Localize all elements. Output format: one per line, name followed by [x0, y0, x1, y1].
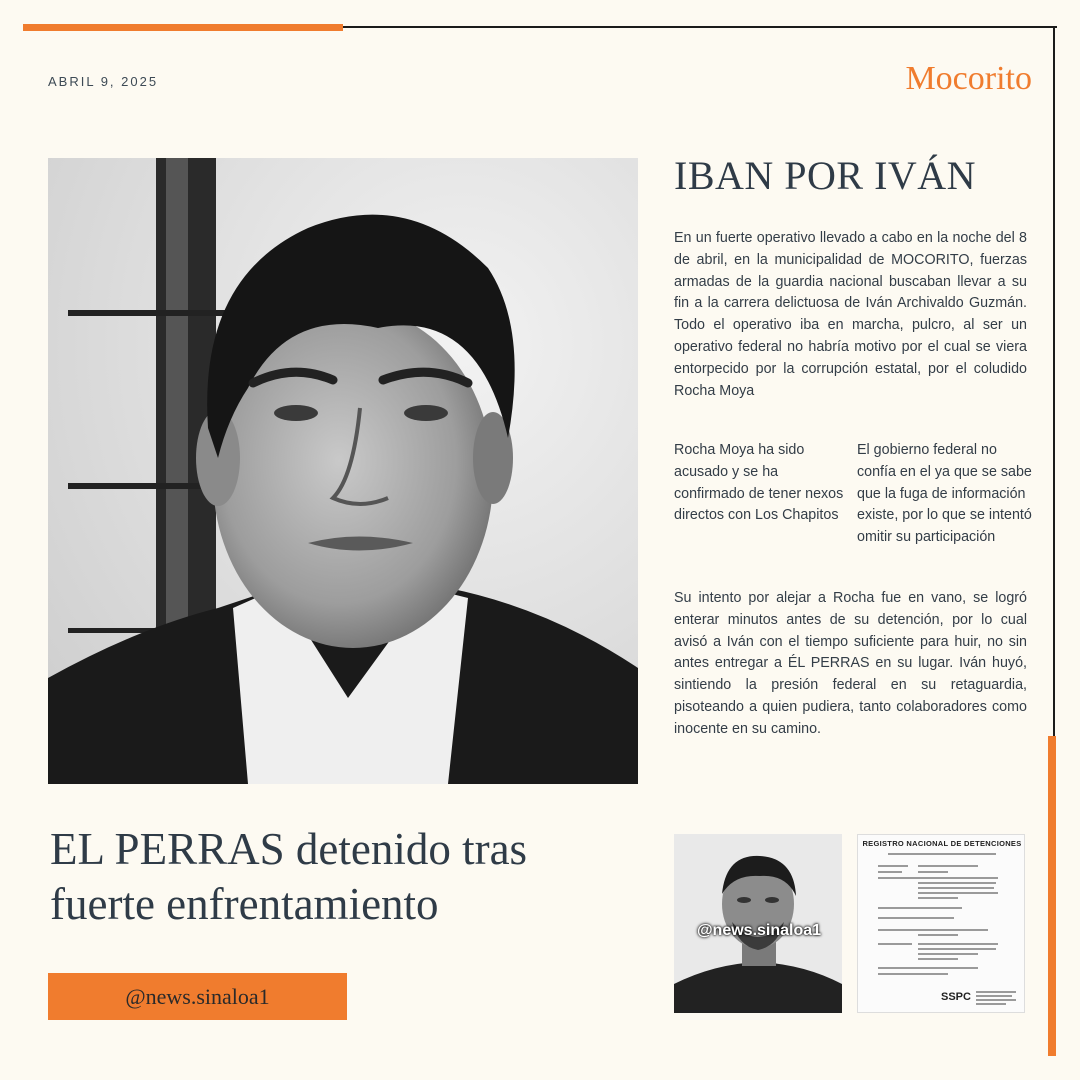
article-paragraph-closing: Su intento por alejar a Rocha fue en vano, se logró enterar minutos antes de su detención, por lo cual avisó a Iván con el tiempo suficiente para huir, no sin antes entregar a ÉL PERRAS en su lugar. Iván huyó, sintiendo la presión federal en su retaguardia, pisoteando a quien pudiera, tanto colaboradores como inocente en su camino.: [674, 590, 1027, 737]
right-orange-bar: [1048, 736, 1056, 1056]
article-location: Mocorito: [905, 60, 1032, 97]
document-text-lines: [858, 835, 1025, 1013]
photo-watermark: @news.sinaloa1: [696, 922, 822, 939]
right-border-line: [1053, 26, 1055, 736]
article-date: ABRIL 9, 2025: [48, 74, 159, 89]
sub-headline: [50, 822, 630, 932]
detention-record-document: [857, 834, 1025, 1013]
article-headline: IBAN POR IVÁN: [674, 153, 977, 198]
sub-headline-emphasis: EL PERRAS: [50, 824, 285, 874]
sub-headline-rest: detenido tras fuerte enfrentamiento: [50, 824, 528, 929]
top-orange-bar: [23, 24, 343, 31]
social-handle: @news.sinaloa1: [125, 984, 270, 1009]
document-agency-logo: SSPC: [941, 991, 971, 1003]
article-column-right: El gobierno federal no confía en el ya que se sabe que la fuga de información existe, por lo que se intentó omitir su participación: [857, 442, 1032, 546]
document-title: REGISTRO NACIONAL DE DETENCIONES: [862, 839, 1022, 848]
article-paragraph-intro: En un fuerte operativo llevado a cabo en la noche del 8 de abril, en la municipalidad de MOCORITO, fuerzas armadas de la guardia nacional buscaban llevar a su fin a la carrera delictuosa de Iván Archivaldo Guzmán. Todo el operativo iba en marcha, pulcro, al ser un operativo federal no habría motivo por el cual se viera entorpecido por la corrupción estatal, por el coludido Rocha Moya: [674, 230, 1027, 399]
top-border-line: [343, 26, 1057, 28]
main-portrait-photo: [48, 158, 638, 784]
article-column-left: Rocha Moya ha sido acusado y se ha confirmado de tener nexos directos con Los Chapitos: [674, 442, 844, 524]
